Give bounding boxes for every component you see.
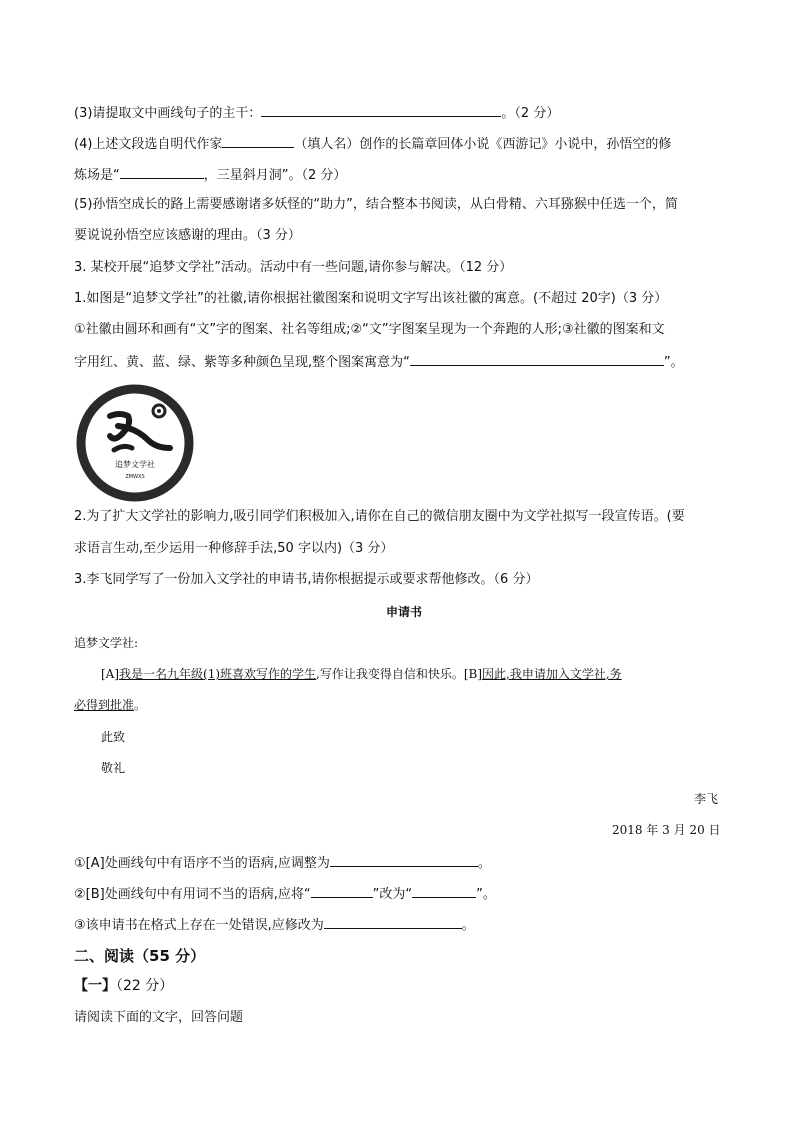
letter-signature: 李飞 <box>694 792 719 806</box>
underlined-sentence-b: 因此,我申请加入文学社,务 <box>482 667 622 681</box>
author-blank[interactable] <box>222 134 294 148</box>
meaning-blank[interactable] <box>410 352 664 366</box>
section-2-heading: 二、阅读（55 分） <box>74 947 206 965</box>
fix-3-blank[interactable] <box>324 915 462 929</box>
part-1-heading: 【一】（22 分） <box>74 978 174 994</box>
sub-question-2-line1: 2.为了扩大文学社的影响力,吸引同学们积极加入,请你在自己的微信朋友圈中为文学社拟写一段宣传语。(要 <box>74 509 685 524</box>
letter-body-line2: 必得到批准。 <box>74 698 147 712</box>
sub-question-2-line2: 求语言生动,至少运用一种修辞手法,50 字以内)（3 分） <box>74 541 394 556</box>
answer-blank[interactable] <box>261 103 501 117</box>
fix-1: ①[A]处画线句中有语序不当的语病,应调整为 。 <box>74 853 491 873</box>
fix-2-blank-from[interactable] <box>311 884 373 898</box>
letter-date: 2018 年 3 月 20 日 <box>612 823 721 837</box>
letter-title: 申请书 <box>386 605 423 619</box>
sub-question-3: 3.李飞同学写了一份加入文学社的申请书,请你根据提示或要求帮他修改。（6 分） <box>74 572 539 587</box>
question-4-line1: (4)上述文段选自明代作家 （填人名）创作的长篇章回体小说《西游记》小说中，孙悟空的修 <box>74 134 671 154</box>
sub-question-1-line1: 1.如图是“追梦文学社”的社徽,请你根据社徽图案和说明文字写出该社徽的寓意。(不超过 20字)（3 分） <box>74 291 668 306</box>
question-5-line2: 要说说孙悟空应该感谢的理由。（3 分） <box>74 228 301 243</box>
question-3-main: 3. 某校开展“追梦文学社”活动。活动中有一些问题,请你参与解决。（12 分） <box>74 260 513 275</box>
question-text: (3)请提取文中画线句子的主干： <box>74 106 262 121</box>
emblem-latin: ZMWXS <box>125 474 145 480</box>
sub-question-1-line3: 字用红、黄、蓝、绿、紫等多种颜色呈现,整个图案寓意为“ ”。 <box>74 352 684 372</box>
emblem-ring <box>81 389 189 497</box>
reading-instruction: 请阅读下面的文字，回答问题 <box>74 1010 244 1025</box>
underlined-sentence-a: 我是一名九年级(1)班喜欢写作的学生 <box>119 667 317 681</box>
emblem-club-name: 追梦文学社 <box>115 460 155 469</box>
place-blank[interactable] <box>120 165 204 179</box>
question-5-line1: (5)孙悟空成长的路上需要感谢诸多妖怪的“助力”，结合整本书阅读，从白骨精、六耳猕猴中任选一个，简 <box>74 197 678 212</box>
fix-2-blank-to[interactable] <box>412 884 476 898</box>
sub-question-1-line2: ①社徽由圆环和画有“文”字的图案、社名等组成;②“文”字图案呈现为一个奔跑的人形;③社徽的图案和文 <box>74 322 665 337</box>
club-emblem <box>76 384 194 502</box>
letter-body-line1: [A]我是一名九年级(1)班喜欢写作的学生,写作让我变得自信和快乐。[B]因此,我申请加入文学社,务 <box>101 667 622 681</box>
letter-closing-2: 敬礼 <box>101 761 126 775</box>
question-3: (3)请提取文中画线句子的主干： 。（2 分） <box>74 103 559 123</box>
fix-2: ②[B]处画线句中有用词不当的语病,应将“ ”改为“ ”。 <box>74 884 496 904</box>
question-4-line2: 炼场是“ ，三星斜月洞”。（2 分） <box>74 165 346 185</box>
letter-greeting: 追梦文学社: <box>74 636 139 650</box>
fix-1-blank[interactable] <box>330 853 478 867</box>
letter-closing-1: 此致 <box>101 730 126 744</box>
fix-3: ③该申请书在格式上存在一处错误,应修改为 。 <box>74 915 475 935</box>
